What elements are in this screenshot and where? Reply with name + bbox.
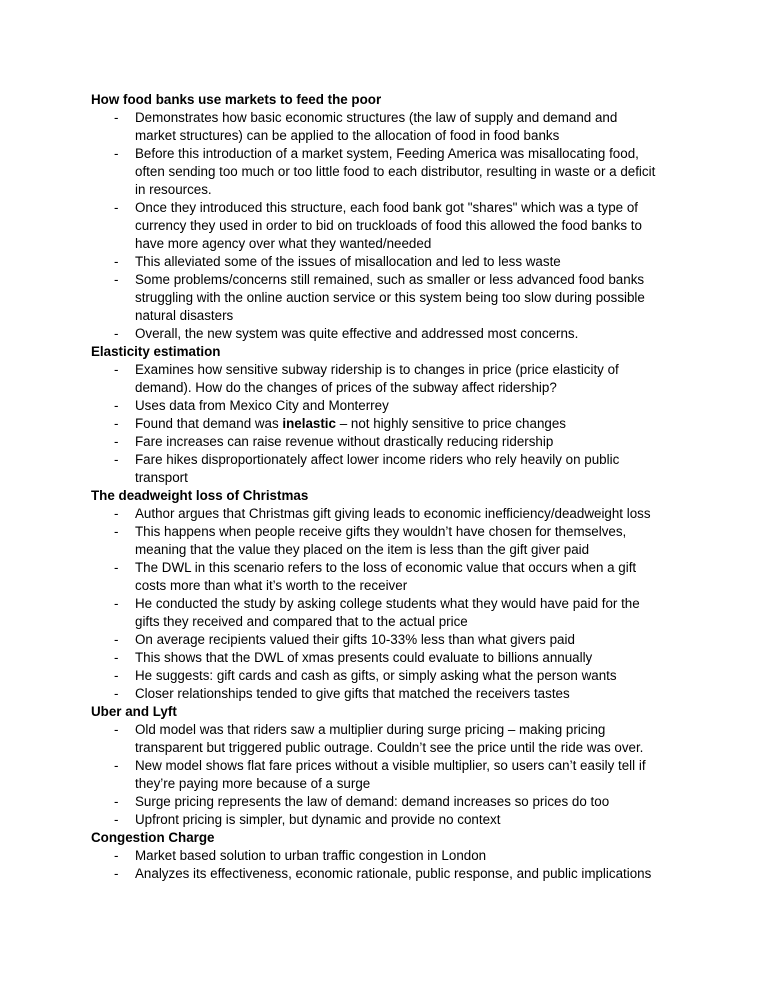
section-food-banks [91, 91, 691, 343]
bullet-dash: - [114, 668, 119, 683]
list-item-text: The DWL in this scenario refers to the loss of economic value that occurs when a gift costs more than what it’s worth to the receiver [135, 560, 637, 593]
list-item-text: Surge pricing represents the law of demand: demand increases so prices do too [135, 794, 610, 809]
bullet-dash: - [114, 254, 119, 269]
list-item [91, 433, 691, 451]
list-item [91, 253, 691, 271]
list-item-text [135, 415, 691, 433]
bullet-dash: - [114, 596, 119, 611]
section-title: Uber and Lyft [91, 704, 177, 719]
list-item [91, 631, 691, 649]
list-item-text: New model shows flat fare prices without a visible multiplier, so users can’t easily tell if they’re paying more because of a surge [135, 758, 646, 791]
list-item-text: Uses data from Mexico City and Monterrey [135, 398, 389, 413]
bullet-list [91, 109, 691, 343]
bullet-dash: - [114, 686, 119, 701]
list-item-text: This alleviated some of the issues of misallocation and led to less waste [135, 254, 561, 269]
list-item [91, 595, 691, 631]
list-item-text: Fare hikes disproportionately affect lower income riders who rely heavily on public transport [135, 452, 620, 485]
bullet-dash: - [114, 848, 119, 863]
list-item [91, 865, 691, 883]
bullet-dash: - [114, 452, 119, 467]
list-item [91, 523, 691, 559]
bullet-dash: - [114, 362, 119, 377]
bold-term: inelastic [282, 416, 336, 431]
list-item [91, 271, 691, 325]
list-item-text: Some problems/concerns still remained, such as smaller or less advanced food banks struggling with the online auction service or this system being too slow during possible natural disasters [135, 272, 645, 323]
list-item-text: Fare increases can raise revenue without drastically reducing ridership [135, 434, 554, 449]
list-item-text: Before this introduction of a market system, Feeding America was misallocating food, often sending too much or too little food to each distributor, resulting in waste or a deficit in resources. [135, 146, 656, 197]
section-title: How food banks use markets to feed the poor [91, 92, 382, 107]
list-item-text: This happens when people receive gifts they wouldn’t have chosen for themselves, meaning that the value they placed on the item is less than the gift giver paid [135, 524, 627, 557]
list-item-text: He suggests: gift cards and cash as gifts, or simply asking what the person wants [135, 668, 617, 683]
list-item [91, 667, 691, 685]
list-item [91, 757, 691, 793]
list-item [91, 361, 691, 397]
bullet-dash: - [114, 416, 119, 431]
section-title: Congestion Charge [91, 830, 215, 845]
list-item-text: Analyzes its effectiveness, economic rationale, public response, and public implications [135, 866, 652, 881]
bullet-dash: - [114, 434, 119, 449]
list-item [91, 109, 691, 145]
list-item [91, 847, 691, 865]
text-run: Found that demand was [135, 416, 283, 431]
section-elasticity [91, 343, 691, 487]
bullet-dash: - [114, 326, 119, 341]
bullet-list [91, 847, 691, 883]
bullet-list [91, 505, 691, 703]
section-deadweight-loss [91, 487, 691, 703]
bullet-dash: - [114, 632, 119, 647]
list-item-text: Author argues that Christmas gift giving leads to economic inefficiency/deadweight loss [135, 506, 651, 521]
list-item [91, 811, 691, 829]
bullet-dash: - [114, 794, 119, 809]
list-item-text: Market based solution to urban traffic congestion in London [135, 848, 487, 863]
list-item-text: Upfront pricing is simpler, but dynamic and provide no context [135, 812, 501, 827]
bullet-dash: - [114, 200, 119, 215]
list-item-text: Once they introduced this structure, each food bank got "shares" which was a type of currency they used in order to bid on truckloads of food this allowed the food banks to have more agency over what they wanted/needed [135, 200, 642, 251]
bullet-dash: - [114, 398, 119, 413]
bullet-dash: - [114, 812, 119, 827]
bullet-dash: - [114, 506, 119, 521]
list-item [91, 649, 691, 667]
bullet-dash: - [114, 110, 119, 125]
section-title: Elasticity estimation [91, 344, 221, 359]
list-item [91, 325, 691, 343]
list-item-text: On average recipients valued their gifts 10-33% less than what givers paid [135, 632, 575, 647]
list-item-text: Old model was that riders saw a multiplier during surge pricing – making pricing transparent but triggered public outrage. Couldn’t see the price until the ride was over. [135, 722, 644, 755]
list-item-text: He conducted the study by asking college students what they would have paid for the gifts they received and compared that to the actual price [135, 596, 640, 629]
document-page [91, 91, 691, 883]
section-uber-lyft [91, 703, 691, 829]
bullet-dash: - [114, 560, 119, 575]
list-item-text: Overall, the new system was quite effective and addressed most concerns. [135, 326, 579, 341]
list-item [91, 145, 691, 199]
bullet-dash: - [114, 650, 119, 665]
list-item [91, 559, 691, 595]
list-item-text: Examines how sensitive subway ridership is to changes in price (price elasticity of demand). How do the changes of prices of the subway affect ridership? [135, 362, 619, 395]
list-item [91, 721, 691, 757]
bullet-dash: - [114, 758, 119, 773]
list-item [91, 397, 691, 415]
bullet-dash: - [114, 146, 119, 161]
list-item [91, 415, 691, 433]
bullet-dash: - [114, 722, 119, 737]
bullet-list [91, 361, 691, 487]
bullet-list [91, 721, 691, 829]
bullet-dash: - [114, 866, 119, 881]
section-congestion-charge [91, 829, 691, 883]
text-run: – not highly sensitive to price changes [335, 416, 566, 431]
list-item-text: Closer relationships tended to give gifts that matched the receivers tastes [135, 686, 570, 701]
list-item [91, 685, 691, 703]
list-item [91, 793, 691, 811]
list-item [91, 199, 691, 253]
bullet-dash: - [114, 524, 119, 539]
bullet-dash: - [114, 272, 119, 287]
section-title: The deadweight loss of Christmas [91, 488, 309, 503]
list-item [91, 505, 691, 523]
list-item [91, 451, 691, 487]
list-item-text: Demonstrates how basic economic structures (the law of supply and demand and market structures) can be applied to the allocation of food in food banks [135, 110, 618, 143]
list-item-text: This shows that the DWL of xmas presents could evaluate to billions annually [135, 650, 593, 665]
